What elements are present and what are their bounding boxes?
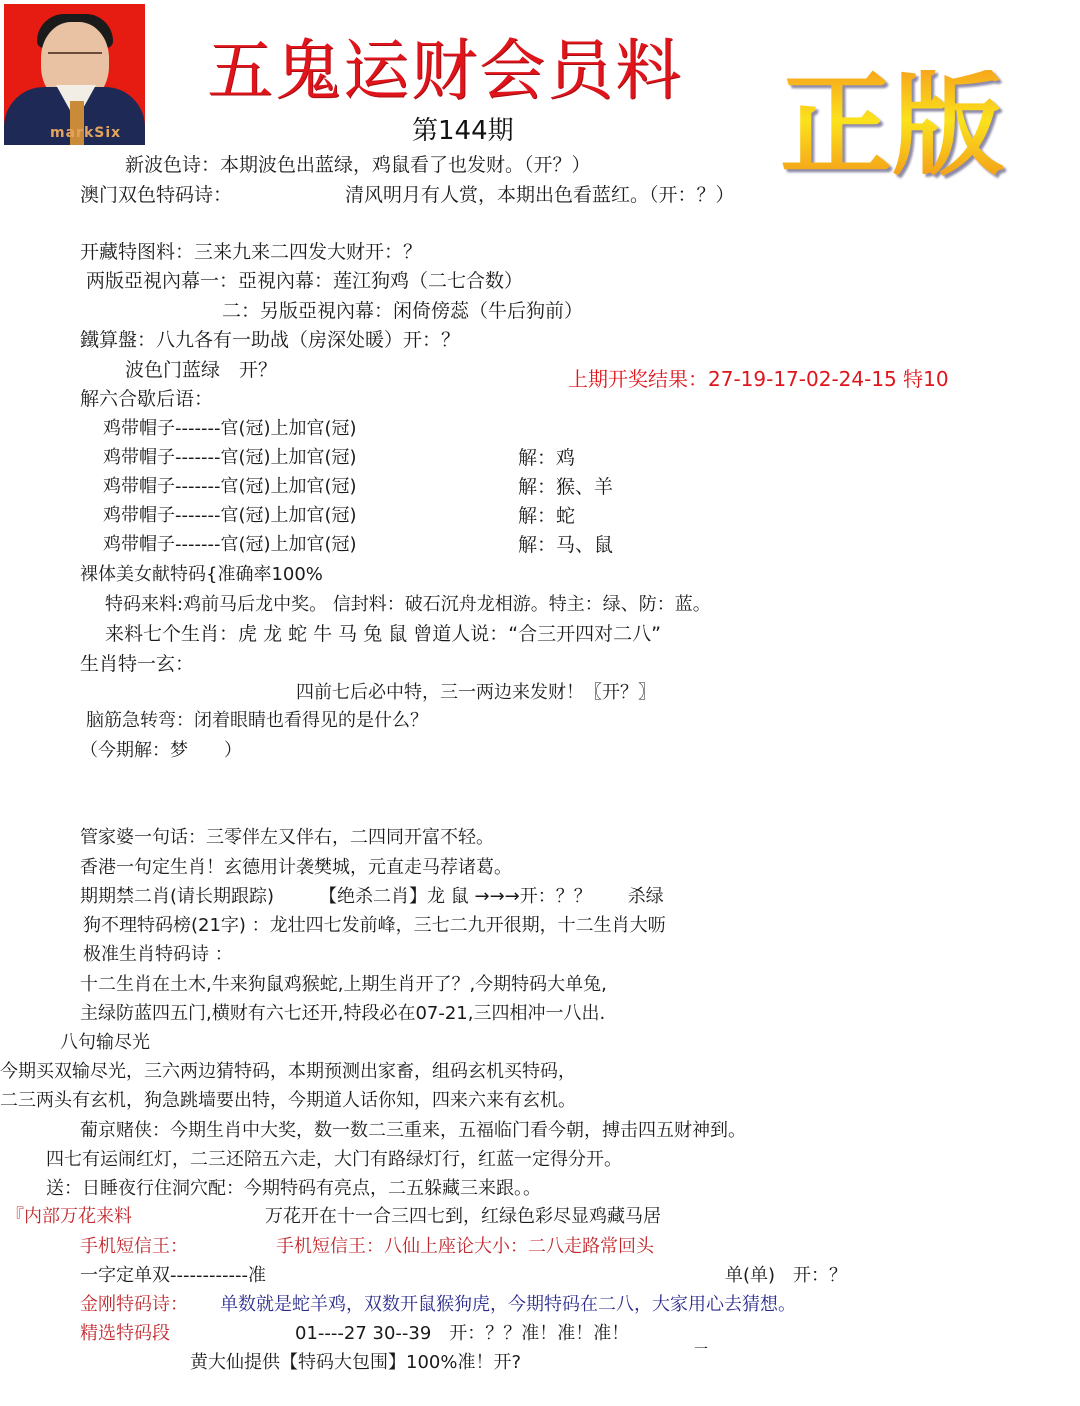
portrait-brand: markSix — [50, 125, 122, 141]
stray-mark: 一 — [694, 1342, 708, 1358]
genuine-badge: 正版 — [780, 60, 1004, 191]
brain-teaser: 脑筋急转弯：闭着眼睛也看得见的是什么？ — [86, 710, 428, 731]
riddle-answer: 解：蛇 — [518, 505, 576, 527]
sms-text: 手机短信王：八仙上座论大小：二八走路常回头 — [276, 1236, 654, 1257]
wanhua-label: 『内部万花来料 — [6, 1206, 132, 1227]
riddle-item: 鸡带帽子-------官(冠)上加官(冠) — [103, 418, 357, 439]
seven-zodiacs: 来料七个生肖：虎 龙 蛇 牛 马 兔 鼠 曾道人说：“合三开四对二八” — [105, 623, 661, 645]
accurate-poem-2: 主绿防蓝四五门,横财有六七还开,特段必在07-21,三四相冲一八出. — [80, 1003, 606, 1024]
send-riddle: 送：日睡夜行住洞穴配：今期特码有亮点，二五躲藏三来跟。。 — [46, 1178, 541, 1199]
selected-range-label: 精选特码段 — [80, 1323, 170, 1344]
forty-seven: 四七有运闹红灯，二三还陪五六走，大门有路绿灯行，红蓝一定得分开。 — [46, 1149, 622, 1170]
hidden-picture: 开藏特图料：三来九来二四发大财开：？ — [80, 241, 423, 263]
issue-number: 第144期 — [412, 116, 514, 146]
selected-range-value: 01----27 30--39 开：？？准！准！准！ — [295, 1323, 630, 1344]
wanhua-text: 万花开在十一合三四七到，红绿色彩尽显鸡藏马居 — [265, 1206, 661, 1227]
hongkong-zodiac: 香港一句定生肖！玄德用计袭樊城，元直走马荐诸葛。 — [80, 857, 512, 878]
wave-gate: 波色门蓝绿 开？ — [125, 359, 278, 381]
last-draw-result: 上期开奖结果：27-19-17-02-24-15 特10 — [568, 367, 949, 391]
riddle-item: 鸡带帽子-------官(冠)上加官(冠) — [103, 476, 357, 497]
one-char-value: 单(单) 开：？ — [725, 1265, 848, 1286]
riddle-answer: 解：猴、羊 — [518, 476, 614, 498]
eight-lines-2: 二三两头有玄机，狗急跳墙要出特，今期道人话你知，四来六来有玄机。 — [0, 1090, 576, 1111]
new-wave-poem: 新波色诗：本期波色出蓝绿，鸡鼠看了也发财。（开？） — [125, 154, 591, 176]
iron-abacus: 鐵算盤：八九各有一助战（房深处暖）开：？ — [80, 329, 461, 351]
eight-lines-label: 八句输尽光 — [60, 1032, 150, 1053]
asia-tv-2: 二：另版亞視內幕：闲倚傍蕊（牛后狗前） — [222, 300, 584, 322]
page-title: 五鬼运财会员料 — [207, 32, 683, 109]
asia-tv-1: 两版亞視內幕一：亞視內幕：莲江狗鸡（二七合数） — [86, 270, 524, 292]
sms-label: 手机短信王： — [80, 1236, 188, 1257]
macau-two-color-poem: 清风明月有人赏，本期出色看蓝红。（开：？） — [345, 184, 735, 206]
macau-gambler: 葡京赌侠：今期生肖中大奖，数一数二三重来，五福临门看今朝，搏击四五财神到。 — [80, 1120, 746, 1141]
riddle-item: 鸡带帽子-------官(冠)上加官(冠) — [103, 534, 357, 555]
riddle-heading: 解六合歇后语： — [80, 388, 214, 410]
macau-two-color-label: 澳门双色特码诗： — [80, 184, 233, 206]
accurate-poem-label: 极准生肖特码诗 ： — [83, 944, 233, 965]
brain-teaser-answer: （今期解：梦 ） — [80, 740, 242, 761]
dog-ignore: 狗不理特码榜(21字) ：龙壮四七发前峰，三七二九开很期，十二生肖大呖 — [83, 915, 666, 936]
jingang-text: 单数就是蛇羊鸡，双数开鼠猴狗虎，今期特码在二八，大家用心去猜想。 — [220, 1294, 796, 1315]
riddle-item: 鸡带帽子-------官(冠)上加官(冠) — [103, 505, 357, 526]
zodiac-mystery-label: 生肖特一玄： — [80, 653, 195, 675]
riddle-answer: 解：马、鼠 — [518, 534, 614, 556]
special-source: 特码来料:鸡前马后龙中奖。 信封料：破石沉舟龙相游。特主：绿、防：蓝。 — [105, 594, 711, 615]
banned-two: 期期禁二肖(请长期跟踪) 【绝杀二肖】龙 鼠 →→→开：？？ 杀绿 — [80, 886, 664, 907]
zodiac-mystery: 四前七后必中特，三一两边来发财！〖开？〗 — [296, 682, 656, 703]
jingang-label: 金刚特码诗： — [80, 1294, 188, 1315]
one-char-label: 一字定单双------------准 — [80, 1265, 266, 1286]
housekeeper: 管家婆一句话：三零伴左又伴右，二四同开富不轻。 — [80, 827, 494, 848]
portrait-glasses — [48, 52, 102, 64]
accurate-poem-1: 十二生肖在土木,牛来狗鼠鸡猴蛇,上期生肖开了？,今期特码大单兔, — [80, 974, 607, 995]
riddle-answer: 解：鸡 — [518, 447, 576, 469]
riddle-item: 鸡带帽子-------官(冠)上加官(冠) — [103, 447, 357, 468]
eight-lines-1: 今期买双输尽光，三六两边猜特码，本期预测出家畜，组码玄机买特码， — [0, 1061, 576, 1082]
portrait-image — [4, 4, 145, 145]
nude-beauty: 裸体美女献特码{准确率100% — [80, 564, 323, 585]
huang-daxian: 黄大仙提供【特码大包围】100%准！开? — [190, 1352, 522, 1373]
